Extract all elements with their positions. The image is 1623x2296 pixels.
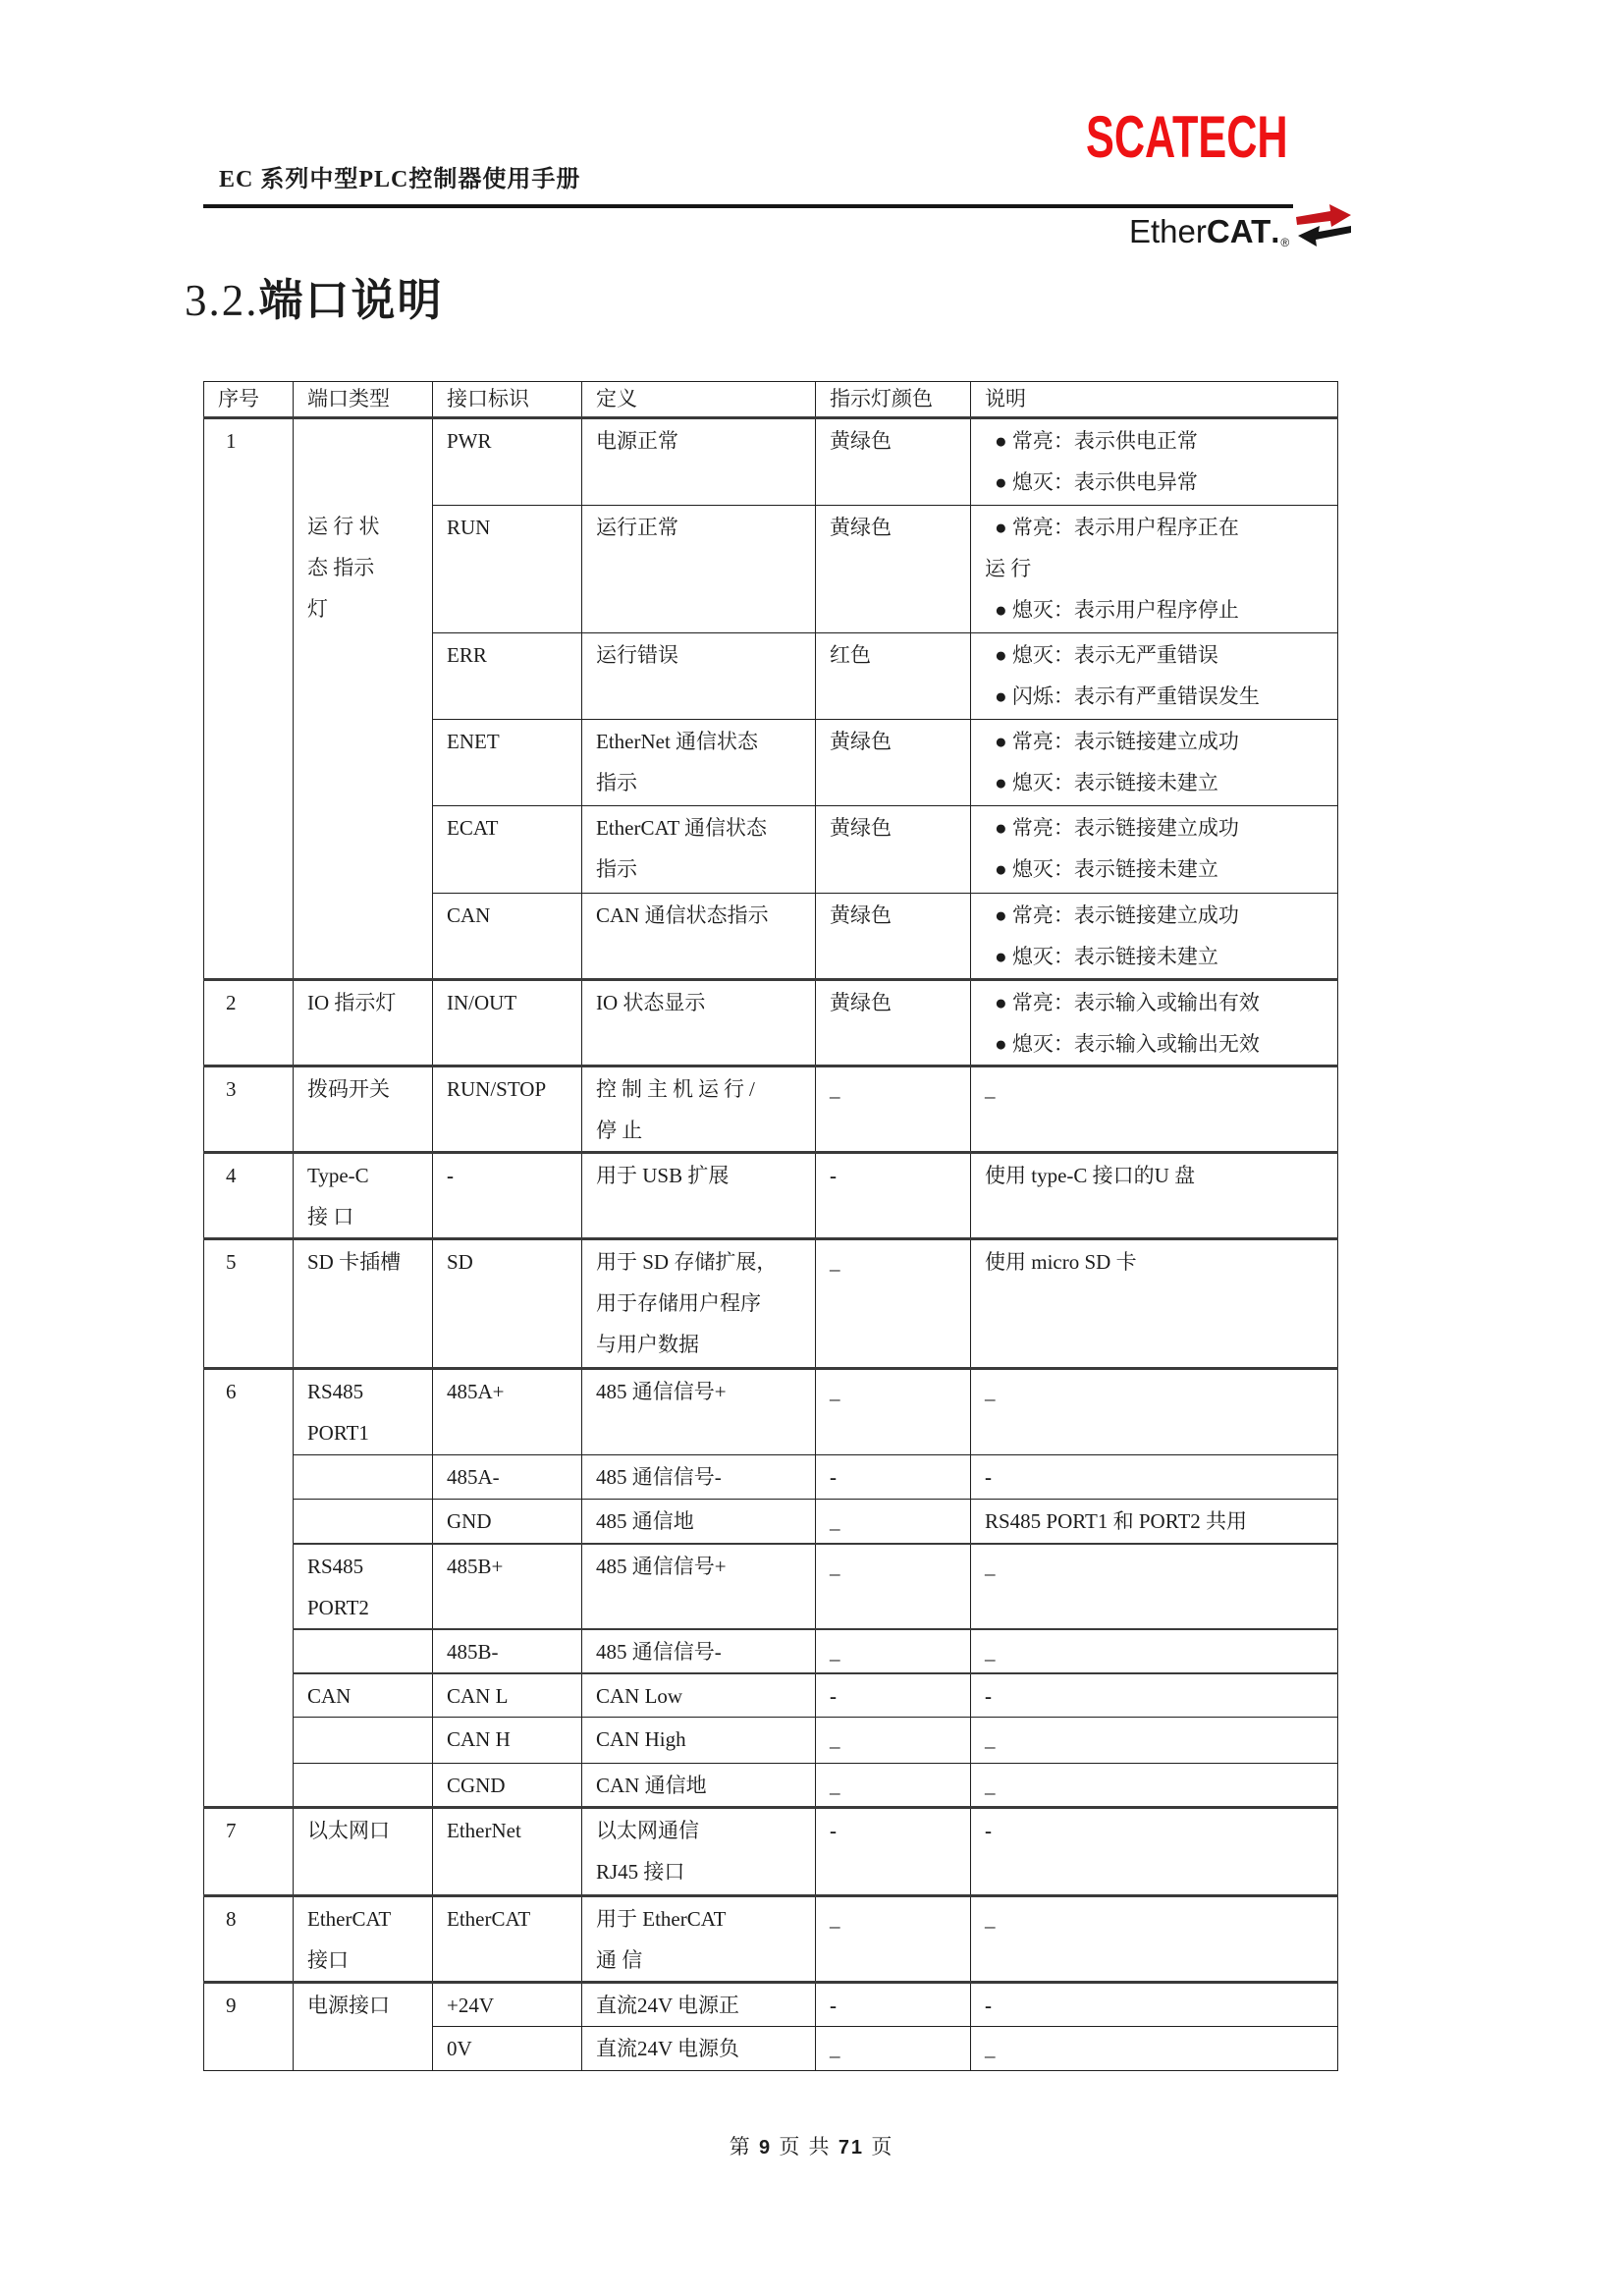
cell-description: _ bbox=[971, 1629, 1338, 1673]
cell-definition: CAN 通信地 bbox=[582, 1764, 816, 1808]
document-title: EC 系列中型PLC控制器使用手册 bbox=[219, 167, 581, 192]
cell-port-type: 拨码开关 bbox=[294, 1066, 433, 1153]
cell-description: 使用 type-C 接口的U 盘 bbox=[971, 1153, 1338, 1239]
cell-tag: IN/OUT bbox=[433, 980, 582, 1066]
cell-description: ● 常亮：表示链接建立成功 ● 熄灭：表示链接未建立 bbox=[971, 720, 1338, 806]
cell-led-color: _ bbox=[816, 1544, 971, 1629]
table-row-gnd bbox=[204, 1500, 1338, 1544]
cell-definition: 用于 USB 扩展 bbox=[582, 1153, 816, 1239]
cell-led-color: 黄绿色 bbox=[816, 418, 971, 506]
cell-definition: 运行正常 bbox=[582, 506, 816, 633]
cell-tag: CAN H bbox=[433, 1718, 582, 1764]
cell-definition: 控制主机运行/ 停 止 bbox=[582, 1066, 816, 1153]
cell-definition: 用于 SD 存储扩展， 用于存储用户程序 与用户数据 bbox=[582, 1239, 816, 1369]
cell-port-type: EtherCAT 接口 bbox=[294, 1896, 433, 1983]
table-row-sd bbox=[204, 1239, 1338, 1369]
table-header-row bbox=[204, 382, 1338, 418]
header-seq: 序号 bbox=[204, 382, 294, 418]
table-row-485b-minus bbox=[204, 1629, 1338, 1673]
cell-seq: 8 bbox=[204, 1896, 294, 1983]
cell-description: - bbox=[971, 1455, 1338, 1500]
cell-definition: 485 通信信号+ bbox=[582, 1544, 816, 1629]
header-port-type: 端口类型 bbox=[294, 382, 433, 418]
cell-tag: 485B+ bbox=[433, 1544, 582, 1629]
table-row-dip bbox=[204, 1066, 1338, 1153]
cell-definition: 485 通信信号- bbox=[582, 1629, 816, 1673]
ethercat-logo-text: Ether bbox=[1129, 213, 1207, 249]
cell-led-color: 黄绿色 bbox=[816, 506, 971, 633]
cell-seq: 4 bbox=[204, 1153, 294, 1239]
cell-led-color: - bbox=[816, 1455, 971, 1500]
cell-port-type: RS485 PORT2 bbox=[294, 1544, 433, 1629]
cell-tag: 0V bbox=[433, 2027, 582, 2071]
cell-port-type-empty bbox=[294, 1455, 433, 1500]
table-row-can-l bbox=[204, 1673, 1338, 1718]
cell-tag: +24V bbox=[433, 1983, 582, 2027]
cell-description: 使用 micro SD 卡 bbox=[971, 1239, 1338, 1369]
cell-definition: 485 通信信号+ bbox=[582, 1369, 816, 1455]
cell-seq: 7 bbox=[204, 1808, 294, 1896]
cell-tag: EtherCAT bbox=[433, 1896, 582, 1983]
cell-tag: SD bbox=[433, 1239, 582, 1369]
cell-description: _ bbox=[971, 1896, 1338, 1983]
cell-port-type-empty bbox=[294, 1629, 433, 1673]
cell-led-color: _ bbox=[816, 1896, 971, 1983]
cell-led-color: - bbox=[816, 1808, 971, 1896]
cell-description: _ bbox=[971, 1066, 1338, 1153]
table-row-ethercat bbox=[204, 1896, 1338, 1983]
cell-definition: 用于 EtherCAT 通 信 bbox=[582, 1896, 816, 1983]
cell-seq: 1 bbox=[204, 418, 294, 980]
cell-port-type: 电源接口 bbox=[294, 1983, 433, 2071]
section-title bbox=[185, 275, 444, 326]
cell-description: _ bbox=[971, 1369, 1338, 1455]
cell-description: ● 常亮：表示输入或输出有效 ● 熄灭：表示输入或输出无效 bbox=[971, 980, 1338, 1066]
cell-definition: EtherNet 通信状态 指示 bbox=[582, 720, 816, 806]
cell-definition: 直流24V 电源正 bbox=[582, 1983, 816, 2027]
cell-tag: ERR bbox=[433, 633, 582, 720]
scatech-logo: SCATECH bbox=[1086, 104, 1288, 170]
cell-definition: IO 状态显示 bbox=[582, 980, 816, 1066]
cell-description: - bbox=[971, 1983, 1338, 2027]
cell-tag: RUN/STOP bbox=[433, 1066, 582, 1153]
table-row-cgnd bbox=[204, 1764, 1338, 1808]
cell-tag: GND bbox=[433, 1500, 582, 1544]
cell-seq: 3 bbox=[204, 1066, 294, 1153]
cell-port-type: CAN bbox=[294, 1673, 433, 1718]
cell-port-type: Type-C 接 口 bbox=[294, 1153, 433, 1239]
cell-led-color: _ bbox=[816, 1369, 971, 1455]
cell-definition: 485 通信地 bbox=[582, 1500, 816, 1544]
cell-led-color: _ bbox=[816, 2027, 971, 2071]
cell-seq: 6 bbox=[204, 1369, 294, 1808]
cell-led-color: 红色 bbox=[816, 633, 971, 720]
table-row-ethernet bbox=[204, 1808, 1338, 1896]
table-row-485a-plus bbox=[204, 1369, 1338, 1455]
ethercat-arrow-icon bbox=[1295, 202, 1352, 247]
cell-seq: 2 bbox=[204, 980, 294, 1066]
cell-seq: 9 bbox=[204, 1983, 294, 2071]
cell-led-color: _ bbox=[816, 1764, 971, 1808]
cell-description: ● 常亮：表示链接建立成功 ● 熄灭：表示链接未建立 bbox=[971, 894, 1338, 980]
cell-definition: 直流24V 电源负 bbox=[582, 2027, 816, 2071]
cell-led-color: _ bbox=[816, 1500, 971, 1544]
cell-tag: ECAT bbox=[433, 806, 582, 894]
cell-definition: 485 通信信号- bbox=[582, 1455, 816, 1500]
cell-tag: - bbox=[433, 1153, 582, 1239]
cell-led-color: 黄绿色 bbox=[816, 720, 971, 806]
cell-led-color: - bbox=[816, 1673, 971, 1718]
table-row-485b-plus bbox=[204, 1544, 1338, 1629]
cell-port-type-empty bbox=[294, 1500, 433, 1544]
page-number: 9 bbox=[758, 2137, 773, 2159]
header-divider bbox=[203, 204, 1293, 208]
total-pages: 71 bbox=[838, 2137, 865, 2159]
table-row-pwr bbox=[204, 418, 1338, 506]
registered-mark: ® bbox=[1280, 236, 1290, 249]
cell-seq: 5 bbox=[204, 1239, 294, 1369]
cell-description: - bbox=[971, 1673, 1338, 1718]
cell-description: ● 常亮：表示用户程序正在 运 行 ● 熄灭：表示用户程序停止 bbox=[971, 506, 1338, 633]
cell-description: ● 熄灭：表示无严重错误 ● 闪烁：表示有严重错误发生 bbox=[971, 633, 1338, 720]
cell-port-type: 运 行 状 态 指示 灯 bbox=[294, 418, 433, 980]
cell-led-color: _ bbox=[816, 1718, 971, 1764]
cell-led-color: 黄绿色 bbox=[816, 806, 971, 894]
header-tag: 接口标识 bbox=[433, 382, 582, 418]
cell-tag: ENET bbox=[433, 720, 582, 806]
header-description: 说明 bbox=[971, 382, 1338, 418]
cell-definition: EtherCAT 通信状态 指示 bbox=[582, 806, 816, 894]
cell-led-color: _ bbox=[816, 1066, 971, 1153]
cell-tag: CAN bbox=[433, 894, 582, 980]
cell-tag: 485A+ bbox=[433, 1369, 582, 1455]
cell-led-color: - bbox=[816, 1153, 971, 1239]
cell-tag: RUN bbox=[433, 506, 582, 633]
cell-definition: CAN Low bbox=[582, 1673, 816, 1718]
section-title-text: 端口说明 bbox=[258, 276, 444, 325]
table-row-485a-minus bbox=[204, 1455, 1338, 1500]
section-number: 3.2. bbox=[185, 276, 259, 325]
table-row-io bbox=[204, 980, 1338, 1066]
cell-port-type-empty bbox=[294, 1764, 433, 1808]
cell-description: ● 常亮：表示链接建立成功 ● 熄灭：表示链接未建立 bbox=[971, 806, 1338, 894]
cell-led-color: _ bbox=[816, 1239, 971, 1369]
cell-led-color: 黄绿色 bbox=[816, 894, 971, 980]
cell-tag: CAN L bbox=[433, 1673, 582, 1718]
cell-description: _ bbox=[971, 1718, 1338, 1764]
cell-definition: CAN High bbox=[582, 1718, 816, 1764]
cell-description: _ bbox=[971, 2027, 1338, 2071]
table-row-typec bbox=[204, 1153, 1338, 1239]
port-description-table bbox=[203, 381, 1338, 2071]
cell-description: RS485 PORT1 和 PORT2 共用 bbox=[971, 1500, 1338, 1544]
table-row-can-h bbox=[204, 1718, 1338, 1764]
cell-led-color: _ bbox=[816, 1629, 971, 1673]
cell-definition: 电源正常 bbox=[582, 418, 816, 506]
cell-description: _ bbox=[971, 1544, 1338, 1629]
page-footer: 第 9 页 共 71 页 bbox=[729, 2135, 894, 2159]
cell-port-type-empty bbox=[294, 1718, 433, 1764]
cell-tag: EtherNet bbox=[433, 1808, 582, 1896]
header-led-color: 指示灯颜色 bbox=[816, 382, 971, 418]
cell-port-type: 以太网口 bbox=[294, 1808, 433, 1896]
cell-tag: CGND bbox=[433, 1764, 582, 1808]
cell-led-color: - bbox=[816, 1983, 971, 2027]
cell-definition: CAN 通信状态指示 bbox=[582, 894, 816, 980]
cell-tag: 485B- bbox=[433, 1629, 582, 1673]
cell-description: - bbox=[971, 1808, 1338, 1896]
cell-description: ● 常亮：表示供电正常 ● 熄灭：表示供电异常 bbox=[971, 418, 1338, 506]
cell-led-color: 黄绿色 bbox=[816, 980, 971, 1066]
cell-tag: PWR bbox=[433, 418, 582, 506]
cell-definition: 运行错误 bbox=[582, 633, 816, 720]
table-row-24v bbox=[204, 1983, 1338, 2027]
cell-port-type: SD 卡插槽 bbox=[294, 1239, 433, 1369]
cell-tag: 485A- bbox=[433, 1455, 582, 1500]
cell-port-type: RS485 PORT1 bbox=[294, 1369, 433, 1455]
cell-definition: 以太网通信 RJ45 接口 bbox=[582, 1808, 816, 1896]
header-definition: 定义 bbox=[582, 382, 816, 418]
cell-port-type: IO 指示灯 bbox=[294, 980, 433, 1066]
ethercat-logo: Ether CAT . ® bbox=[1129, 210, 1352, 253]
cell-description: _ bbox=[971, 1764, 1338, 1808]
